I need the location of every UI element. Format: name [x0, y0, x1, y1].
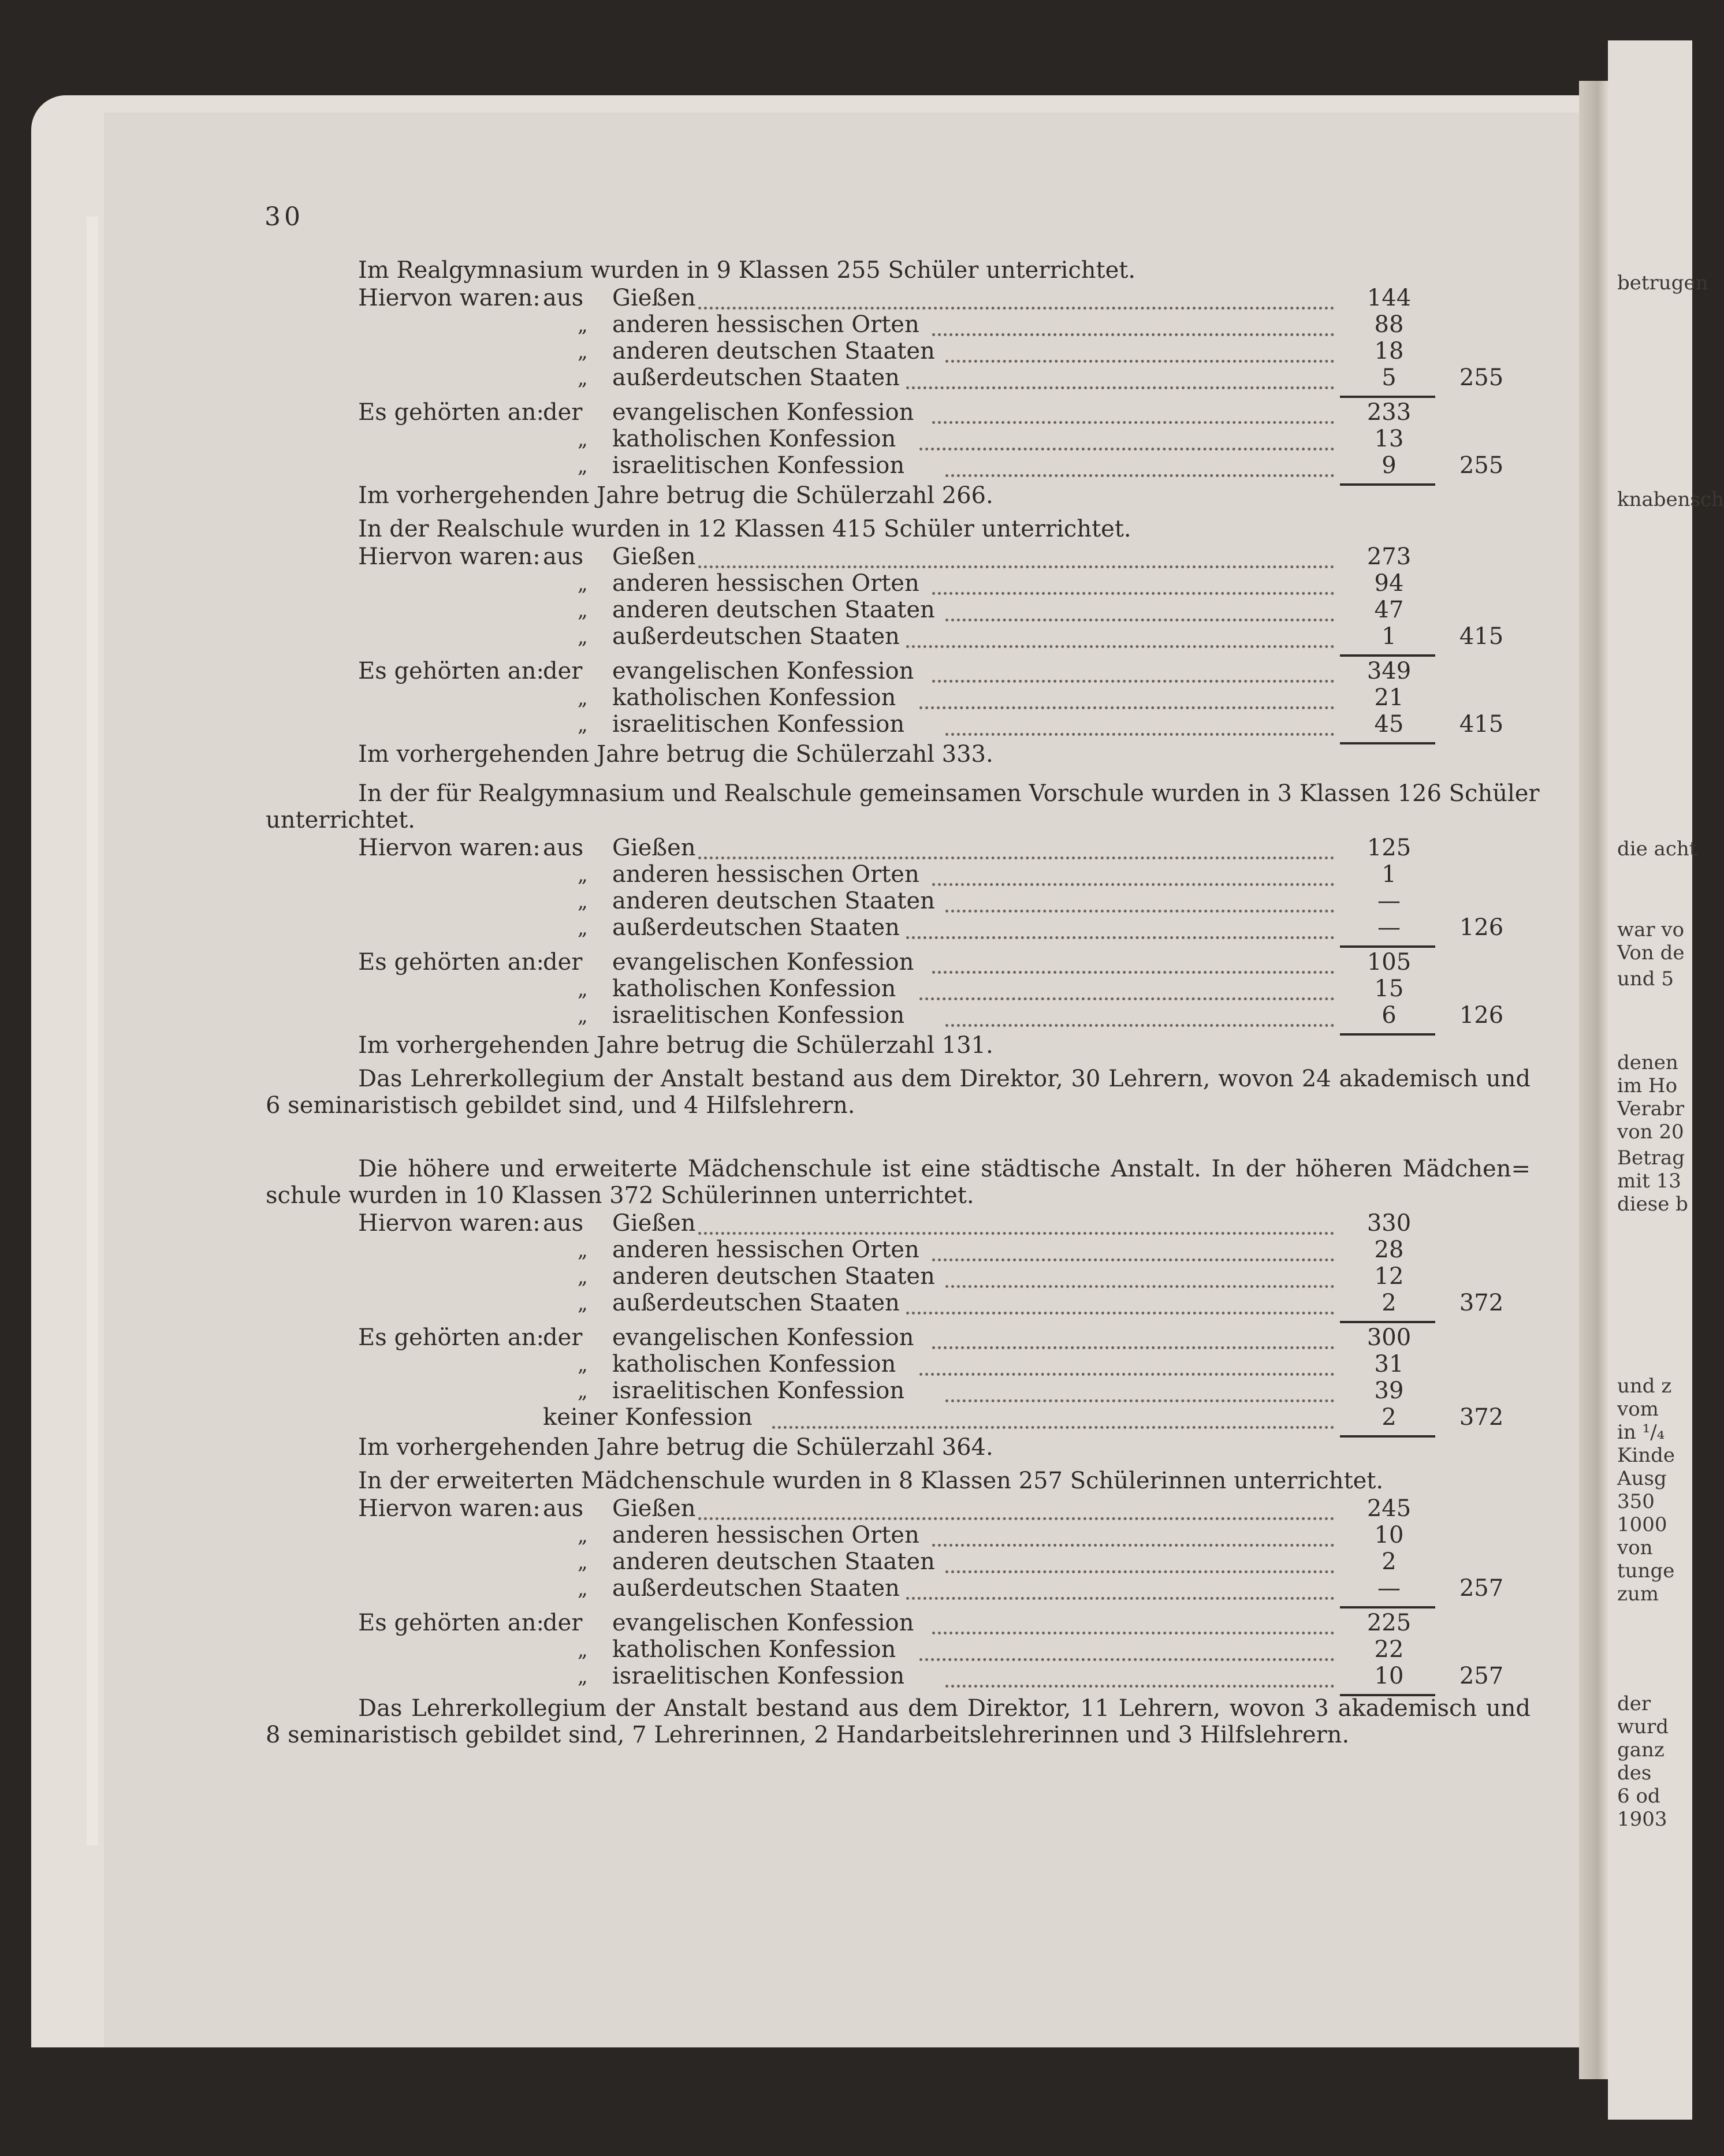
row-label: katholischen Konfession [612, 684, 896, 711]
ditto-mark: „ [578, 890, 588, 913]
dot-leader [945, 910, 1335, 913]
dot-leader [919, 448, 1335, 450]
row-label: anderen hessischen Orten [612, 1237, 919, 1263]
row-value: 273 [1366, 543, 1412, 570]
row-value: 6 [1382, 1002, 1397, 1029]
row-label: anderen deutschen Staaten [612, 338, 935, 364]
ditto-mark: „ [578, 1265, 588, 1289]
row-value: 300 [1366, 1324, 1412, 1351]
ditto-mark: „ [578, 1665, 588, 1688]
facing-page-fragment: knabensch [1617, 488, 1724, 511]
row-label: katholischen Konfession [612, 1351, 896, 1377]
section-intro: In der Realschule wurden in 12 Klassen 415 Schüler unterrichtet. [358, 516, 1131, 542]
sum-rule [1340, 1321, 1435, 1323]
staff-paragraph: 8 seminaristisch gebildet sind, 7 Lehrerinnen, 2 Handarbeitslehrerinnen und 3 Hilfslehrern. [266, 1722, 1350, 1748]
dot-leader [932, 1544, 1334, 1547]
row-label: außerdeutschen Staaten [612, 1575, 900, 1602]
ditto-mark: „ [578, 572, 588, 595]
previous-year-note: Im vorhergehenden Jahre betrug die Schülerzahl 266. [358, 482, 993, 509]
row-value: — [1377, 888, 1401, 914]
sum-rule [1340, 945, 1435, 948]
sum-rule [1340, 1606, 1435, 1608]
ditto-mark: „ [578, 455, 588, 478]
row-total: 415 [1459, 623, 1504, 650]
row-group-label: Hiervon waren: [358, 543, 541, 570]
dot-leader [919, 997, 1335, 1000]
row-total: 126 [1459, 914, 1504, 941]
row-value: 349 [1366, 658, 1412, 684]
row-prefix: aus [543, 1495, 584, 1522]
row-value: — [1377, 1575, 1401, 1602]
row-label: anderen hessischen Orten [612, 311, 919, 338]
row-value: 245 [1366, 1495, 1412, 1522]
facing-page-fragment: Von de [1617, 941, 1685, 965]
row-label: anderen hessischen Orten [612, 570, 919, 597]
dot-leader [919, 1373, 1335, 1376]
ditto-mark: „ [578, 367, 588, 390]
row-label: israelitischen Konfession [612, 1377, 905, 1404]
dot-leader [919, 706, 1335, 709]
ditto-mark: „ [578, 1239, 588, 1262]
dot-leader [932, 971, 1334, 974]
row-label: israelitischen Konfession [612, 1002, 905, 1029]
row-prefix: der [543, 658, 583, 684]
row-label: anderen deutschen Staaten [612, 888, 935, 914]
row-total: 126 [1459, 1002, 1504, 1029]
dot-leader [945, 1399, 1335, 1402]
dot-leader [945, 1685, 1335, 1688]
row-label: katholischen Konfession [612, 975, 896, 1002]
facing-page-fragment: 1903 [1617, 1808, 1667, 1831]
row-value: 39 [1374, 1377, 1404, 1404]
row-value: 15 [1374, 975, 1404, 1002]
facing-page-fragment: betrugen [1617, 271, 1708, 295]
facing-page-fragment: von [1617, 1536, 1653, 1559]
row-prefix: aus [543, 835, 584, 861]
ditto-mark: „ [578, 1639, 588, 1662]
sum-rule [1340, 1435, 1435, 1438]
row-total: 372 [1459, 1404, 1504, 1431]
ditto-mark: „ [578, 1004, 588, 1027]
row-value: 18 [1374, 338, 1404, 364]
row-label: anderen deutschen Staaten [612, 1263, 935, 1290]
facing-page-fragment: Verabr [1617, 1097, 1685, 1120]
dot-leader [932, 1632, 1334, 1634]
row-prefix: der [543, 1610, 583, 1636]
dot-leader [945, 1024, 1335, 1027]
row-value: 2 [1382, 1290, 1397, 1316]
row-prefix: der [543, 399, 583, 426]
dot-leader [919, 1658, 1335, 1661]
ditto-mark: „ [578, 1524, 588, 1547]
dot-leader [906, 1312, 1334, 1315]
ditto-mark: „ [578, 713, 588, 736]
row-group-label: Es gehörten an: [358, 949, 544, 975]
ditto-mark: „ [578, 1353, 588, 1376]
staff-paragraph: 6 seminaristisch gebildet sind, und 4 Hilfslehrern. [266, 1092, 855, 1119]
section-intro: Im Realgymnasium wurden in 9 Klassen 255 Schüler unterrichtet. [358, 257, 1136, 284]
row-value: 28 [1374, 1237, 1404, 1263]
row-value: 5 [1382, 364, 1397, 391]
row-value: 31 [1374, 1351, 1404, 1377]
row-value: 233 [1366, 399, 1412, 426]
row-label: katholischen Konfession [612, 426, 896, 452]
row-value: 1 [1382, 623, 1397, 650]
facing-page-fragment: in ¹/₄ [1617, 1421, 1665, 1444]
sum-rule [1340, 1033, 1435, 1036]
facing-page-fragment: diese b [1617, 1193, 1688, 1216]
row-value: 45 [1374, 711, 1404, 738]
facing-page-fragment: und z [1617, 1375, 1672, 1398]
dot-leader [772, 1426, 1335, 1429]
dot-leader [932, 421, 1334, 424]
facing-page-fragment: ganz [1617, 1738, 1665, 1762]
dot-leader [932, 883, 1334, 886]
facing-page-fragment: die acht [1617, 837, 1697, 861]
dot-leader [945, 360, 1335, 363]
dot-leader [945, 474, 1335, 477]
dot-leader [906, 936, 1334, 939]
row-value: 10 [1374, 1663, 1404, 1689]
row-value: 225 [1366, 1610, 1412, 1636]
ditto-mark: „ [578, 687, 588, 710]
dot-leader [945, 1285, 1335, 1288]
facing-page-fragment: mit 13 [1617, 1170, 1681, 1193]
facing-page-fragment: tunge [1617, 1559, 1675, 1582]
facing-page-fragment: von 20 [1617, 1120, 1684, 1144]
row-value: 21 [1374, 684, 1404, 711]
section-intro: Die höhere und erweiterte Mädchenschule ist eine städtische Anstalt. In der höheren Mädchen= [358, 1156, 1531, 1182]
dot-leader [932, 592, 1334, 595]
row-value: 2 [1382, 1404, 1397, 1431]
row-label: israelitischen Konfession [612, 452, 905, 479]
row-group-label: Es gehörten an: [358, 399, 544, 426]
row-prefix: aus [543, 1210, 584, 1237]
dot-leader [945, 1570, 1335, 1573]
ditto-mark: „ [578, 1577, 588, 1600]
row-value: 9 [1382, 452, 1397, 479]
row-label: außerdeutschen Staaten [612, 1290, 900, 1316]
row-label: Gießen [612, 285, 696, 311]
row-value: 88 [1374, 311, 1404, 338]
dot-leader [906, 645, 1334, 648]
dot-leader [698, 1232, 1334, 1235]
row-label: israelitischen Konfession [612, 711, 905, 738]
dot-leader [698, 565, 1334, 568]
dot-leader [698, 1517, 1334, 1520]
row-label: Gießen [612, 1210, 696, 1237]
dot-leader [906, 1597, 1334, 1600]
row-label: keiner Konfession [543, 1404, 753, 1431]
row-label: evangelischen Konfession [612, 1324, 914, 1351]
facing-page-fragment: im Ho [1617, 1074, 1678, 1097]
facing-page-fragment: vom [1617, 1398, 1659, 1421]
row-label: außerdeutschen Staaten [612, 364, 900, 391]
previous-year-note: Im vorhergehenden Jahre betrug die Schülerzahl 333. [358, 741, 993, 768]
sum-rule [1340, 654, 1435, 657]
facing-page-fragment: 350 [1617, 1490, 1655, 1513]
section-intro: unterrichtet. [266, 807, 416, 833]
ditto-mark: „ [578, 1380, 588, 1403]
sum-rule [1340, 396, 1435, 398]
row-label: evangelischen Konfession [612, 1610, 914, 1636]
row-total: 415 [1459, 711, 1504, 738]
row-label: Gießen [612, 1495, 696, 1522]
dot-leader [945, 619, 1335, 621]
row-value: 144 [1366, 285, 1412, 311]
ditto-mark: „ [578, 1292, 588, 1315]
dot-leader [698, 307, 1334, 310]
ditto-mark: „ [578, 625, 588, 649]
ditto-mark: „ [578, 340, 588, 363]
facing-page-fragment: Kinde [1617, 1444, 1675, 1467]
facing-page-fragment: wurd [1617, 1715, 1669, 1738]
row-value: 47 [1374, 597, 1404, 623]
row-value: 125 [1366, 835, 1412, 861]
row-total: 372 [1459, 1290, 1504, 1316]
facing-page-fragment: Betrag [1617, 1146, 1685, 1170]
row-value: 22 [1374, 1636, 1404, 1663]
dot-leader [932, 333, 1334, 336]
section-intro: In der für Realgymnasium und Realschule gemeinsamen Vorschule wurden in 3 Klassen 126 Schüler [358, 780, 1540, 807]
dot-leader [906, 386, 1334, 389]
facing-page-fragment: war vo [1617, 918, 1685, 941]
row-value: 94 [1374, 570, 1404, 597]
row-prefix: der [543, 949, 583, 975]
row-label: katholischen Konfession [612, 1636, 896, 1663]
row-value: 13 [1374, 426, 1404, 452]
row-label: anderen deutschen Staaten [612, 1548, 935, 1575]
row-label: außerdeutschen Staaten [612, 623, 900, 650]
row-value: — [1377, 914, 1401, 941]
section-intro: schule wurden in 10 Klassen 372 Schülerinnen unterrichtet. [266, 1182, 974, 1209]
dot-leader [932, 1346, 1334, 1349]
previous-year-note: Im vorhergehenden Jahre betrug die Schülerzahl 131. [358, 1032, 993, 1059]
facing-page-fragment: des [1617, 1762, 1652, 1785]
row-label: israelitischen Konfession [612, 1663, 905, 1689]
row-value: 330 [1366, 1210, 1412, 1237]
row-total: 255 [1459, 364, 1504, 391]
facing-page-fragment: denen [1617, 1051, 1678, 1074]
row-group-label: Es gehörten an: [358, 1324, 544, 1351]
dot-leader [698, 857, 1334, 859]
row-total: 257 [1459, 1575, 1504, 1602]
row-group-label: Hiervon waren: [358, 285, 541, 311]
row-label: evangelischen Konfession [612, 399, 914, 426]
row-label: anderen deutschen Staaten [612, 597, 935, 623]
row-prefix: aus [543, 285, 584, 311]
row-group-label: Es gehörten an: [358, 658, 544, 684]
row-label: anderen hessischen Orten [612, 1522, 919, 1548]
facing-page-fragment: 6 od [1617, 1785, 1660, 1808]
row-value: 105 [1366, 949, 1412, 975]
row-value: 2 [1382, 1548, 1397, 1575]
row-value: 12 [1374, 1263, 1404, 1290]
row-group-label: Hiervon waren: [358, 835, 541, 861]
row-value: 10 [1374, 1522, 1404, 1548]
sum-rule [1340, 483, 1435, 486]
row-prefix: aus [543, 543, 584, 570]
row-value: 1 [1382, 861, 1397, 888]
facing-page-fragment: zum [1617, 1582, 1659, 1606]
ditto-mark: „ [578, 978, 588, 1001]
facing-page-fragment: 1000 [1617, 1513, 1667, 1536]
facing-page-fragment: der [1617, 1692, 1651, 1715]
staff-paragraph: Das Lehrerkollegium der Anstalt bestand aus dem Direktor, 11 Lehrern, wovon 3 akademisch und [358, 1695, 1531, 1722]
dot-leader [932, 680, 1334, 683]
dot-leader [932, 1258, 1334, 1261]
row-group-label: Hiervon waren: [358, 1210, 541, 1237]
staff-paragraph: Das Lehrerkollegium der Anstalt bestand aus dem Direktor, 30 Lehrern, wovon 24 akademisch und [358, 1066, 1531, 1092]
facing-page-fragment: Ausg [1617, 1467, 1667, 1490]
section-intro: In der erweiterten Mädchenschule wurden in 8 Klassen 257 Schülerinnen unterrichtet. [358, 1468, 1384, 1494]
row-prefix: der [543, 1324, 583, 1351]
row-label: außerdeutschen Staaten [612, 914, 900, 941]
row-label: evangelischen Konfession [612, 658, 914, 684]
row-group-label: Hiervon waren: [358, 1495, 541, 1522]
row-label: Gießen [612, 835, 696, 861]
ditto-mark: „ [578, 917, 588, 940]
sum-rule [1340, 742, 1435, 744]
row-group-label: Es gehörten an: [358, 1610, 544, 1636]
row-label: evangelischen Konfession [612, 949, 914, 975]
ditto-mark: „ [578, 863, 588, 887]
previous-year-note: Im vorhergehenden Jahre betrug die Schülerzahl 364. [358, 1434, 993, 1461]
dot-leader [945, 733, 1335, 736]
facing-page-fragment: und 5 [1617, 967, 1674, 991]
page-number: 30 [265, 202, 304, 232]
row-total: 255 [1459, 452, 1504, 479]
row-label: anderen hessischen Orten [612, 861, 919, 888]
ditto-mark: „ [578, 314, 588, 337]
row-total: 257 [1459, 1663, 1504, 1689]
ditto-mark: „ [578, 428, 588, 451]
ditto-mark: „ [578, 1551, 588, 1574]
ditto-mark: „ [578, 599, 588, 622]
row-label: Gießen [612, 543, 696, 570]
